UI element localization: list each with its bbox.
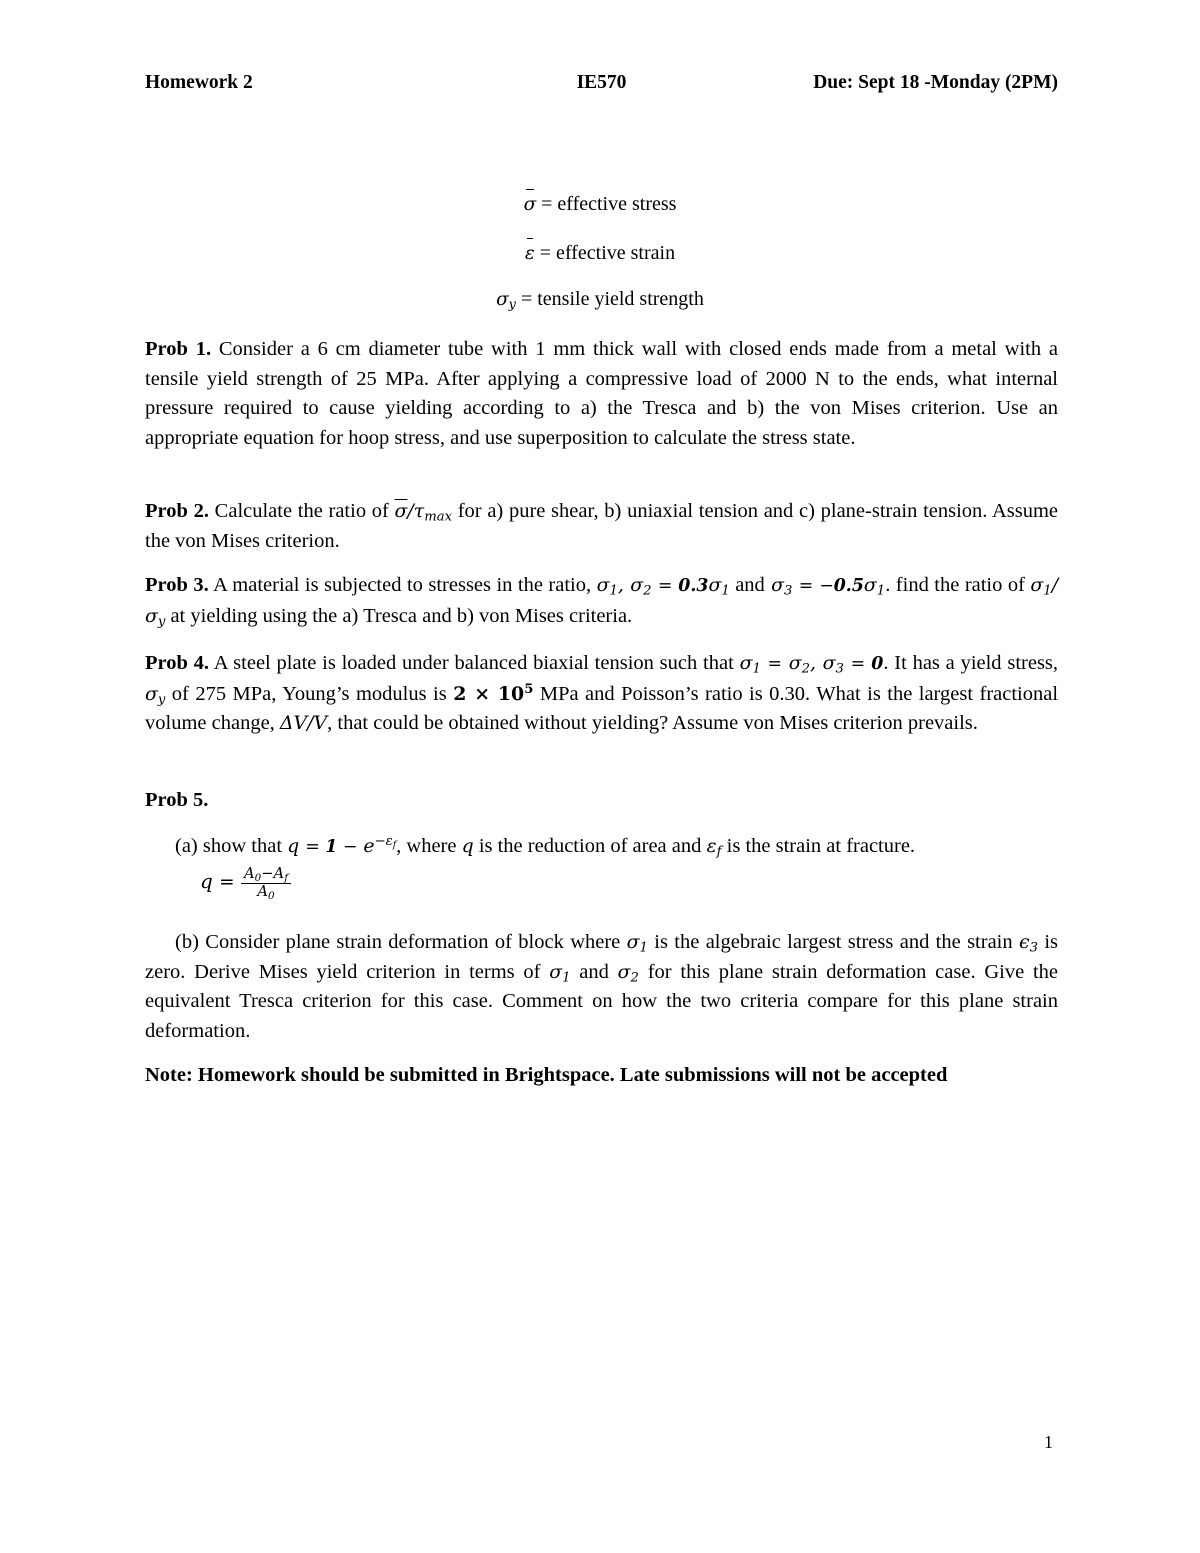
problem-5-label: Prob 5. [145, 789, 209, 811]
sigma-bar-symbol: σ [523, 194, 537, 215]
header-left: Homework 2 [145, 72, 253, 93]
math-reduction-of-area: q = $\frac{A_0-A_f}{A_0}$ [200, 866, 291, 901]
problem-5a: (a) show that $q = 1 - e^{-\varepsilon_f}$, where q is the reduction of area and $\varepsilon_f$ is the strain at fracture. [175, 833, 916, 860]
math-sigma-y: $\sigma_y$ [145, 682, 166, 708]
math-stress-ratio: $\sigma_1$, $\sigma_2 = 0.3\sigma_1$ [596, 574, 730, 599]
problem-3: Prob 3. A material is subjected to stresses in the ratio, $\sigma_1$, $\sigma_2 = 0.3\sigma_1$ and $\sigma_3 = -0.5\sigma_1$. find the ratio of $\sigma_1/\sigma_y$ at yielding using the a) Tresca and b) von Mises criteria. [145, 574, 1059, 630]
page-number: 1 [1044, 1432, 1053, 1452]
problem-2: Prob 2. Calculate the ratio of $\overline{\sigma}/\tau_{max}$ for a) pure shear, b) uniaxial tension and c) plane-strain tension. Assume the von Mises criterion. [145, 500, 1059, 552]
problem-5b: (b) Consider plane strain deformation of block where $\sigma_1$ is the algebraic largest stress and the strain $\epsilon_3$ is zero. Derive Mises yield criterion in terms of $\sigma_1$ and $\sigma_2$ for this plane strain deformation case. Give the equivalent Tresca criterion for this case. Comment on how the two criteria compare for this plane strain deformation. [145, 931, 1058, 1042]
math-sigma3: $\sigma_3 = -0.5\sigma_1$ [764, 574, 886, 599]
math-biaxial: $\sigma_1 = \sigma_2$, $\sigma_3 = 0$ [739, 652, 884, 677]
page-header [145, 72, 1058, 98]
definition-yield-strength: $\sigma_y$ = tensile yield strength [496, 288, 704, 313]
definition-effective-stress: σ = effective stress [523, 193, 677, 215]
math-delta-v-over-v: ΔV/V [279, 712, 328, 735]
epsilon-bar-symbol: ε [524, 243, 535, 264]
header-course: IE570 [576, 72, 627, 93]
submission-note: Note: Homework should be submitted in Brightspace. Late submissions will not be accepted [145, 1064, 948, 1086]
math-q-formula: $q = 1 - e^{-\varepsilon_f}$ [287, 833, 397, 857]
sigma-y-symbol: $\sigma_y$ [496, 289, 516, 313]
fraction: $\frac{A_0-A_f}{A_0}$ [241, 866, 291, 901]
math-q: q [461, 835, 474, 857]
problem-1: Prob 1. Consider a 6 cm diameter tube with 1 mm thick wall with closed ends made from a metal with a tensile yield strength of 25 MPa. After applying a compressive load of 2000 N to the ends, what internal pressure required to cause yielding according to a) the Tresca and b) the von Mises criterion. Use an appropriate equation for hoop stress, and use superposition to calculate the stress state. [145, 338, 1059, 449]
math-sigma-over-tau: $\overline{\sigma}/\tau_{max}$ [394, 500, 453, 525]
math-eps-f: $\varepsilon_f$ [706, 835, 722, 860]
definition-effective-strain: ε = effective strain [524, 242, 676, 264]
header-due-date: Due: Sept 18 -Monday (2PM) [813, 72, 1058, 93]
problem-4: Prob 4. A steel plate is loaded under balanced biaxial tension such that $\sigma_1 = \sigma_2$, $\sigma_3 = 0$. It has a yield stress, $\sigma_y$ of 275 MPa, Young’s modulus is $2 \times 10^5$ MPa and Poisson’s ratio is 0.30. What is the largest fractional volume change, ΔV/V, that could be obtained without yielding? Assume von Mises criterion prevails. [145, 652, 1059, 735]
math-sigma1-over-sigmay: $\sigma_1/\sigma_y$ [145, 574, 1059, 630]
math-youngs-modulus: $2 \times 10^5$ [453, 681, 534, 705]
